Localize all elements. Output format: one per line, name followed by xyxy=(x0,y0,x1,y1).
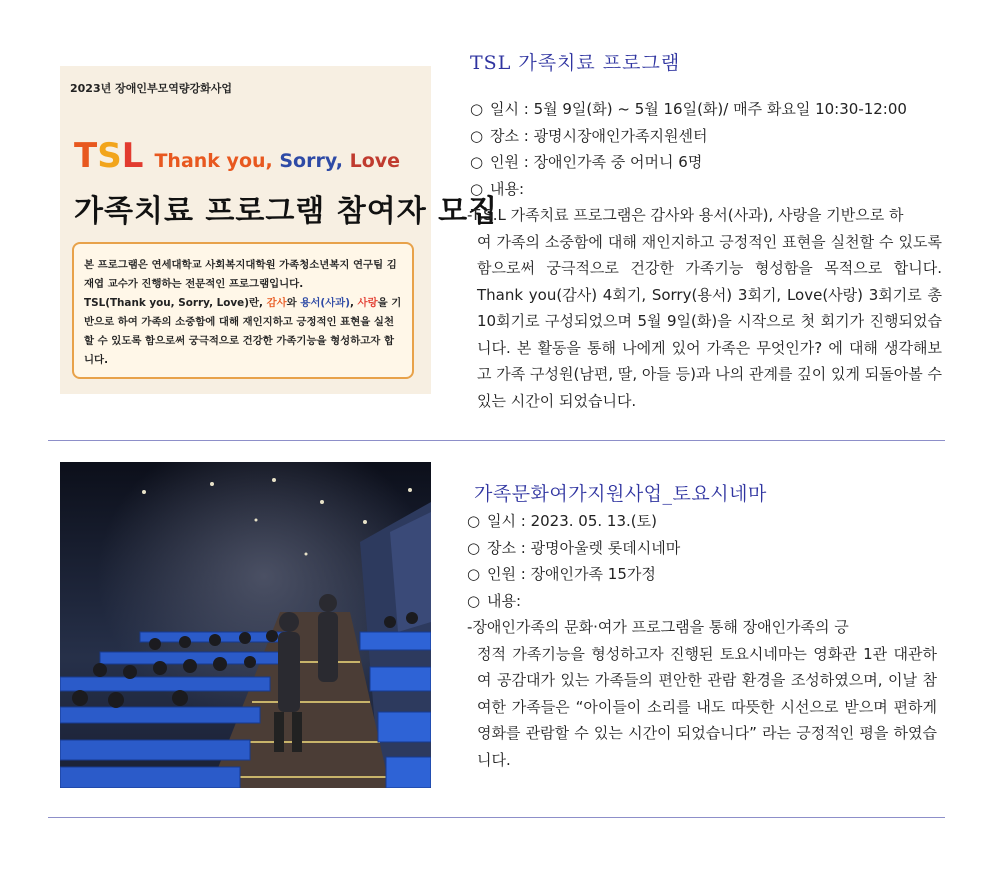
poster-desc-1: 본 프로그램은 연세대학교 사회복지대학원 가족청소년복지 연구팀 김재엽 교수가 진행하는 전문적인 프로그램입니다. xyxy=(84,259,397,290)
info-row-people xyxy=(467,561,680,588)
poster-headline: 가족치료 프로그램 참여자 모집 xyxy=(74,194,499,229)
info-text: 인원 : 장애인가족 15가정 xyxy=(487,565,656,583)
program1-info-list xyxy=(470,96,907,202)
cinema-photo xyxy=(60,462,431,788)
circle-bullet-icon: ○ xyxy=(467,512,481,530)
program1-title: TSL 가족치료 프로그램 xyxy=(470,52,681,74)
poster-desc-yongseo: 용서(사과) xyxy=(300,297,350,309)
program2-content xyxy=(467,614,937,773)
program2-title: 가족문화여가지원사업_토요시네마 xyxy=(474,483,767,505)
info-text: 장소 : 광명시장애인가족지원센터 xyxy=(490,126,708,145)
info-text: 일시 : 2023. 05. 13.(토) xyxy=(487,512,657,530)
circle-bullet-icon: ○ xyxy=(467,538,481,557)
poster-subtitle xyxy=(154,150,400,172)
info-row-content xyxy=(470,176,907,203)
poster-desc-sarang: 사랑 xyxy=(357,297,378,309)
content-first-line: -장애인가족의 문화·여가 프로그램을 통해 장애인가족의 긍 xyxy=(467,618,849,636)
content-first-line: -T.S.L 가족치료 프로그램은 감사와 용서(사과), 사랑을 기반으로 하 xyxy=(467,206,904,224)
circle-bullet-icon: ○ xyxy=(470,100,484,118)
content-rest: 정적 가족기능을 형성하고자 진행된 토요시네마는 영화관 1관 대관하여 공감대가 있는 가족들의 편안한 관람 환경을 조성하였으며, 이날 참여한 가족들은 “아이들이 소리를 내도 따뜻한 시선으로 받으며 편하게 영화를 관람할 수 있는 시간이 되었습니다” 라는 긍정적인 평을 하였습니다. xyxy=(477,644,937,769)
program1-content xyxy=(467,202,942,414)
info-row-date xyxy=(467,508,680,535)
program-section-cinema xyxy=(0,442,992,818)
poster-description-box xyxy=(72,242,414,379)
info-row-date xyxy=(470,96,907,123)
circle-bullet-icon: ○ xyxy=(470,153,484,171)
poster-desc-wa: 와 xyxy=(286,297,301,309)
info-text: 인원 : 장애인가족 중 어머니 6명 xyxy=(490,153,703,171)
poster-desc-kamsa: 감사 xyxy=(266,297,287,309)
circle-bullet-icon: ○ xyxy=(470,126,484,145)
info-row-content xyxy=(467,588,680,615)
info-text: 장소 : 광명아울렛 롯데시네마 xyxy=(487,538,681,557)
info-text: 내용: xyxy=(490,179,525,198)
poster-sub-sorry: Sorry, xyxy=(279,150,343,172)
content-rest: 여 가족의 소중함에 대해 재인지하고 긍정적인 표현을 실천할 수 있도록 함으로써 궁극적으로 건강한 가족기능 형성함을 목적으로 합니다. Thank you(감사) 4회기, Sorry(용서) 3회기, Love(사랑) 3회기로 총 10회기로 구성되었으며 5월 9일(화)을 시작으로 첫 회기가 진행되었습니다. 본 활동을 통해 나에게 있어 가족은 무엇인가? 에 대해 생각해보고 가족 구성원(남편, 딸, 아들 등)과 나의 관계를 깊이 있게 되돌아볼 수 있는 시간이 되었습니다. xyxy=(477,232,942,410)
circle-bullet-icon: ○ xyxy=(467,565,481,583)
poster-tsl-s: S xyxy=(97,136,122,176)
poster-kicker: 2023년 장애인부모역량강화사업 xyxy=(70,82,232,95)
poster-desc-2b: 을 기반으로 하여 가족의 소중함에 대해 재인지하고 긍정적인 표현을 실천할 수 있도록 함으로써 궁극적으로 건강한 가족기능을 형성하고자 합니다. xyxy=(84,297,402,366)
poster-tsl-t: T xyxy=(74,136,98,176)
info-row-place xyxy=(467,535,680,562)
section-divider xyxy=(48,440,945,441)
info-row-people xyxy=(470,149,907,176)
info-text: 일시 : 5월 9일(화) ~ 5월 16일(화)/ 매주 화요일 10:30-12:00 xyxy=(490,100,907,118)
poster-desc-2a: TSL(Thank you, Sorry, Love)란, xyxy=(84,297,267,309)
circle-bullet-icon: ○ xyxy=(470,179,484,198)
poster-sub-love: Love xyxy=(349,150,401,172)
tsl-poster xyxy=(60,66,499,394)
info-row-place xyxy=(470,123,907,150)
poster-sub-thank: Thank you, xyxy=(154,150,273,172)
section-divider-bottom xyxy=(48,817,945,818)
poster-tsl-logo xyxy=(74,136,400,176)
poster-desc-2 xyxy=(84,294,402,370)
poster-tsl-l: L xyxy=(121,136,144,176)
circle-bullet-icon: ○ xyxy=(467,591,481,610)
poster-desc-comma: , xyxy=(349,297,358,309)
info-text: 내용: xyxy=(487,591,522,610)
program2-info-list xyxy=(467,508,680,614)
cinema-illustration xyxy=(60,462,431,788)
